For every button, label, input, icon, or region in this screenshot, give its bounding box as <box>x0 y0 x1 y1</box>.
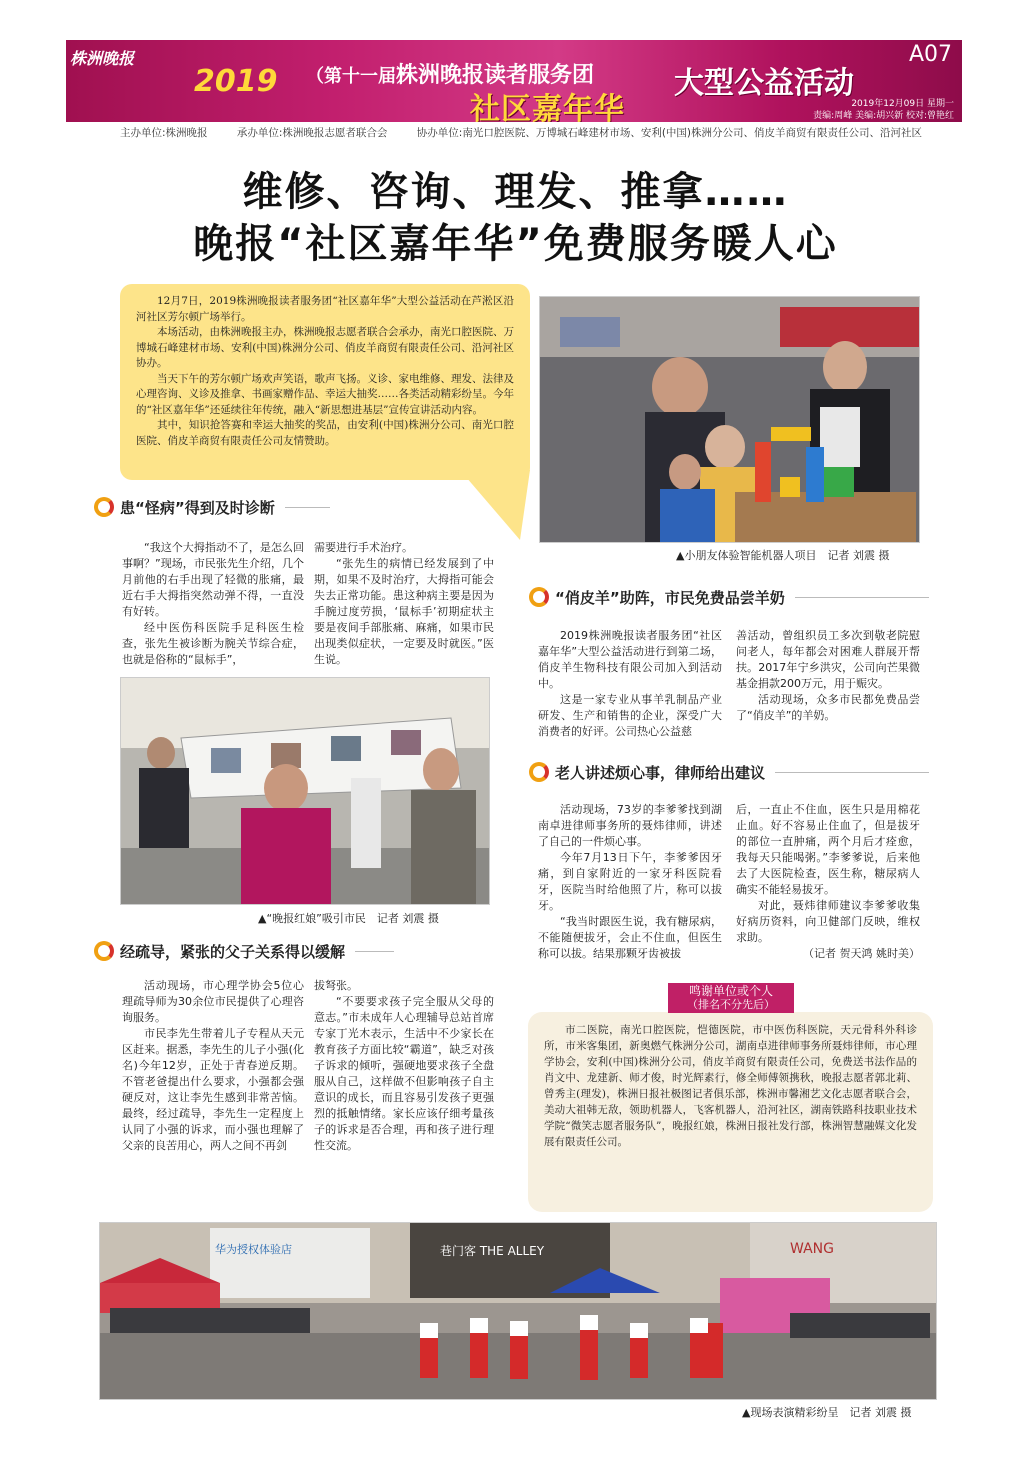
section4-column-1 <box>122 978 304 1154</box>
hongniang-photo-caption: ▲“晚报红娘”吸引市民 记者 刘震 摄 <box>258 912 439 925</box>
section-title: 老人讲述烦心事，律师给出建议 <box>555 763 766 782</box>
body-paragraph: “张先生的病情已经发展到了中期，如果不及时治疗，大拇指可能会失去正常功能。患这种病主要是因为手腕过度劳损，‘鼠标手’初期症状主要是夜间手部胀痛、麻痛，如果市民出现类似症状，一定要及时就医。”医生说。 <box>314 557 494 666</box>
body-paragraph: “我当时跟医生说，我有糖尿病，不能随便拔牙，会止不住血，但医生称可以拔。结果那颗牙齿被拔 <box>538 915 722 960</box>
store-sign-huawei: 华为授权体验店 <box>215 1243 292 1256</box>
sponsor-host: 主办单位:株洲晚报 <box>120 127 208 139</box>
section1-column-1 <box>122 540 304 668</box>
section-title: “俏皮羊”助阵，市民免费品尝羊奶 <box>555 588 785 607</box>
sponsor-organizer: 承办单位:株洲晚报志愿者联合会 <box>236 127 388 139</box>
thanks-title: 鸣谢单位或个人 <box>688 984 773 998</box>
body-paragraph: 今年7月13日下午，李爹爹因牙痛，到自家附近的一家牙科医院看牙，医院当时给他照了片，称可以拔牙。 <box>538 851 722 912</box>
store-sign-alley: 巷门客 THE ALLEY <box>440 1244 545 1258</box>
body-paragraph: 对此，聂炜律师建议李爹爹收集好病历资料，向卫健部门反映，维权求助。 <box>736 899 920 944</box>
performance-photo <box>99 1222 937 1400</box>
section-heading <box>529 584 929 610</box>
body-paragraph: 活动现场，众多市民都免费品尝了“俏皮羊”的羊奶。 <box>736 693 920 722</box>
hongniang-photo-illustration <box>121 678 490 905</box>
body-paragraph: 这是一家专业从事羊乳制品产业研发、生产和销售的企业，深受广大消费者的好评。公司热心公益慈 <box>538 693 722 738</box>
hongniang-photo <box>120 677 490 905</box>
intro-bubble-tail <box>460 470 530 540</box>
body-paragraph: 拔弩张。 <box>314 979 358 992</box>
section4-column-2 <box>314 978 494 1154</box>
intro-paragraph: 本场活动，由株洲晚报主办，株洲晚报志愿者联合会承办，南光口腔医院、万博城石峰建材市场、安利(中国)株洲分公司、俏皮羊商贸有限责任公司、沿河社区协办。 <box>136 326 514 369</box>
page-number: A07 <box>908 42 952 67</box>
body-paragraph: 后，一直止不住血，医生只是用棉花止血。好不容易止住血了，但是拔牙的部位一直肿痛，两个月后才痊愈，我每天只能喝粥。”李爹爹说，后来他去了大医院检查，医生称，糖尿病人确实不能轻易拔牙。 <box>736 803 920 896</box>
section-bullet-icon <box>94 941 114 961</box>
banner-edition: （第十一届） <box>306 66 414 87</box>
section-rule <box>285 507 330 508</box>
section-rule <box>795 597 929 598</box>
sponsor-line <box>120 125 923 140</box>
intro-box <box>120 284 530 480</box>
section3-column-1 <box>538 802 722 962</box>
page-banner <box>66 40 962 122</box>
thanks-box: 市二医院，南光口腔医院，恺德医院，市中医伤科医院，天元骨科外科诊所，市米客集团，新奥燃气株洲分公司，湖南卓进律师事务所聂炜律师，市心理学协会，安利(中国)株洲分公司，俏皮羊商贸有限责任公司，免费送书法作品的肖文中、龙建新、师才俊，时光辉素行，修全师傅领携秋，晚报志愿者郭北莉、曾秀主(理发)，株洲日报社极图记者俱乐部，株洲市馨湘艺文化志愿者联合会，美动大祖韩无敌，领助机器人，飞客机器人，沿河社区，湖南铁路科技职业技术学院“微笑志愿者服务队”，晚报红娘，株洲日报社发行部，株洲智慧融媒文化发展有限责任公司。 <box>528 1012 933 1212</box>
section-heading <box>529 759 929 785</box>
section-rule <box>355 951 394 952</box>
robot-photo-caption: ▲小朋友体验智能机器人项目 记者 刘震 摄 <box>676 549 890 562</box>
section2-column-2 <box>736 628 920 724</box>
banner-year: 2019 <box>194 64 278 99</box>
body-paragraph: 2019株洲晚报读者服务团“社区嘉年华”大型公益活动进行到第二场，俏皮羊生物科技有限公司加入到活动中。 <box>538 629 722 690</box>
body-paragraph: 善活动，曾组织员工多次到敬老院慰问老人，每年都会对困难人群展开帮扶。2017年宁乡洪灾，公司向芒果微基金捐款200万元，用于赈灾。 <box>736 629 920 690</box>
section1-column-2 <box>314 540 494 668</box>
body-paragraph: 市民李先生带着儿子专程从天元区赶来。据悉，李先生的儿子小强(化名)今年12岁，正处于青春逆反期。不管老爸提出什么要求，小强都会强硬反对，这让李先生感到非常苦恼。最终，经过疏导，李先生一定程度上认同了小强的诉求，而小强也理解了父亲的良苦用心，两人之间不再剑 <box>122 1027 304 1152</box>
masthead-logo: 株洲晚报 <box>70 49 135 68</box>
banner-event: 大型公益活动 <box>674 66 854 101</box>
headline-line-1: 维修、咨询、理发、推拿…… <box>242 169 789 215</box>
section-bullet-icon <box>94 497 114 517</box>
editor-credits: 责编:周峰 美编:胡兴新 校对:曾艳红 <box>813 111 954 121</box>
section-rule <box>775 772 929 773</box>
robot-photo-illustration <box>540 297 920 543</box>
thanks-subtitle: （排名不分先后） <box>687 998 775 1011</box>
reporter-signature: （记者 贺天鸿 姚时美） <box>803 947 920 960</box>
section-heading <box>94 494 330 520</box>
issue-date: 2019年12月09日 星期一 <box>851 99 954 109</box>
intro-paragraph: 12月7日，2019株洲晚报读者服务团“社区嘉年华”大型公益活动在芦淞区沿河社区芳尔顿广场举行。 <box>136 295 514 323</box>
banner-org: 株洲晚报读者服务团 <box>396 63 595 88</box>
section-heading <box>94 938 394 964</box>
intro-paragraph: 其中，知识抢答赛和幸运大抽奖的奖品，由安利(中国)株洲分公司、南光口腔医院、俏皮羊商贸有限责任公司友情赞助。 <box>136 419 514 447</box>
section3-column-2 <box>736 802 920 962</box>
section-bullet-icon <box>529 587 549 607</box>
body-paragraph: “我这个大拇指动不了，是怎么回事啊？”现场，市民张先生介绍，几个月前他的右手出现了轻微的胀痛，最近右手大拇指突然动弹不得，一直没有好转。 <box>122 541 304 618</box>
body-paragraph: “不要要求孩子完全服从父母的意志。”市未成年人心理辅导总站首席专家丁光木表示，生活中不少家长在教育孩子方面比较“霸道”，缺乏对孩子诉求的倾听，强硬地要求孩子全盘服从自己，这样做不但影响孩子自主意识的成长，而且容易引发孩子更强烈的抵触情绪。家长应该仔细考量孩子的诉求是否合理，再和孩子进行理性交流。 <box>314 995 494 1152</box>
body-paragraph: 需要进行手术治疗。 <box>314 541 413 554</box>
section-title: 患“怪病”得到及时诊断 <box>120 498 275 517</box>
intro-paragraph: 当天下午的芳尔顿广场欢声笑语，歌声飞扬。义诊、家电维修、理发、法律及心理咨询、义诊及推拿、书画家赠作品、幸运大抽奖……各类活动精彩纷呈。今年的“社区嘉年华”还延续往年传统，融入“新思想进基层”宣传宣讲活动内容。 <box>136 372 514 416</box>
thanks-tag <box>668 983 794 1013</box>
performance-photo-illustration <box>100 1223 937 1400</box>
performance-photo-caption: ▲现场表演精彩纷呈 记者 刘震 摄 <box>742 1406 912 1419</box>
section-bullet-icon <box>529 762 549 782</box>
sponsor-co-organizer: 协办单位:南光口腔医院、万博城石峰建材市场、安利(中国)株洲分公司、俏皮羊商贸有限责任公司、沿河社区 <box>416 127 923 139</box>
headline-line-2: 晚报“社区嘉年华”免费服务暖人心 <box>193 221 838 267</box>
store-sign-mall: WANG <box>790 1241 834 1257</box>
banner-carnival: 社区嘉年华 <box>470 92 625 122</box>
body-paragraph: 活动现场，73岁的李爹爹找到湖南卓进律师事务所的聂炜律师，讲述了自己的一件烦心事。 <box>538 803 722 848</box>
body-paragraph: 活动现场，市心理学协会5位心理疏导师为30余位市民提供了心理咨询服务。 <box>122 979 304 1024</box>
section2-column-1 <box>538 628 722 740</box>
section-title: 经疏导，紧张的父子关系得以缓解 <box>120 942 346 961</box>
robot-photo <box>539 296 920 543</box>
body-paragraph: 经中医伤科医院手足科医生检查，张先生被诊断为腕关节综合症，也就是俗称的“鼠标手”， <box>122 621 304 666</box>
